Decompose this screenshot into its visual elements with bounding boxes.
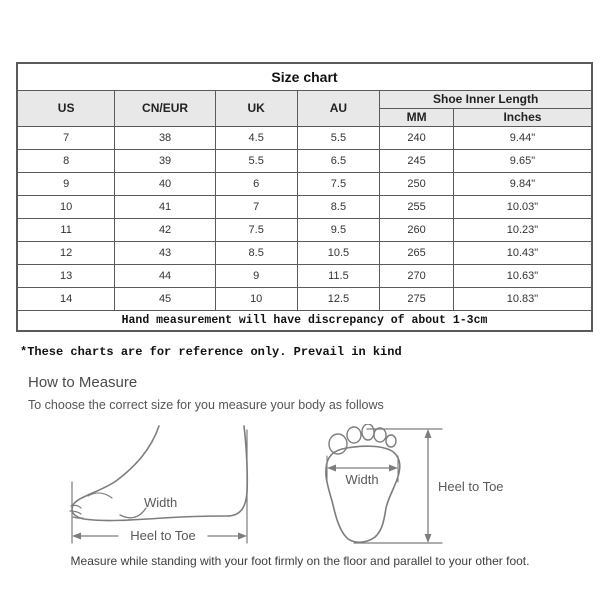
size-cell: 14 <box>17 287 115 310</box>
size-cell: 40 <box>115 172 216 195</box>
size-chart-footnote: Hand measurement will have discrepancy of about 1-3cm <box>17 310 592 331</box>
size-cell: 6 <box>215 172 297 195</box>
size-cell: 44 <box>115 264 216 287</box>
size-cell: 12 <box>17 241 115 264</box>
column-header-us: US <box>17 90 115 126</box>
size-cell: 38 <box>115 126 216 149</box>
size-chart-title: Size chart <box>17 63 592 90</box>
size-cell: 5.5 <box>215 149 297 172</box>
size-cell: 4.5 <box>215 126 297 149</box>
foot-side-view-icon <box>58 424 270 549</box>
size-cell: 39 <box>115 149 216 172</box>
size-cell: 8 <box>17 149 115 172</box>
size-cell: 240 <box>380 126 454 149</box>
foot-top-view-icon <box>312 424 507 549</box>
size-cell: 9 <box>215 264 297 287</box>
size-cell: 11 <box>17 218 115 241</box>
column-header-inner-length: Shoe Inner Length <box>380 90 592 108</box>
size-cell: 10 <box>17 195 115 218</box>
size-cell: 270 <box>380 264 454 287</box>
size-cell: 11.5 <box>297 264 380 287</box>
size-cell: 7 <box>17 126 115 149</box>
size-cell: 9.84" <box>453 172 592 195</box>
size-cell: 255 <box>380 195 454 218</box>
size-chart-table <box>16 62 593 332</box>
size-cell: 9.5 <box>297 218 380 241</box>
size-cell: 275 <box>380 287 454 310</box>
size-cell: 45 <box>115 287 216 310</box>
size-cell: 42 <box>115 218 216 241</box>
reference-note: *These charts are for reference only. Prevail in kind <box>20 345 402 359</box>
size-cell: 10.63" <box>453 264 592 287</box>
table-row <box>17 218 592 241</box>
size-cell: 9.65" <box>453 149 592 172</box>
heel-to-toe-label: Heel to Toe <box>438 479 504 494</box>
size-cell: 9 <box>17 172 115 195</box>
table-row <box>17 126 592 149</box>
column-header-au: AU <box>297 90 380 126</box>
size-cell: 7 <box>215 195 297 218</box>
size-cell: 260 <box>380 218 454 241</box>
size-cell: 245 <box>380 149 454 172</box>
table-row <box>17 241 592 264</box>
size-cell: 41 <box>115 195 216 218</box>
size-cell: 6.5 <box>297 149 380 172</box>
size-cell: 10.03" <box>453 195 592 218</box>
size-cell: 8.5 <box>297 195 380 218</box>
size-cell: 10.83" <box>453 287 592 310</box>
table-row <box>17 149 592 172</box>
width-label: Width <box>144 495 178 510</box>
size-cell: 9.44" <box>453 126 592 149</box>
heel-to-toe-label: Heel to Toe <box>130 528 196 543</box>
size-cell: 43 <box>115 241 216 264</box>
size-cell: 10 <box>215 287 297 310</box>
size-cell: 13 <box>17 264 115 287</box>
size-cell: 5.5 <box>297 126 380 149</box>
table-row <box>17 287 592 310</box>
foot-side-view-diagram <box>58 424 270 549</box>
size-cell: 10.43" <box>453 241 592 264</box>
size-cell: 7.5 <box>215 218 297 241</box>
column-header-mm: MM <box>380 108 454 126</box>
measure-diagrams <box>58 424 600 549</box>
size-cell: 8.5 <box>215 241 297 264</box>
size-cell: 10.5 <box>297 241 380 264</box>
size-cell: 265 <box>380 241 454 264</box>
size-cell: 12.5 <box>297 287 380 310</box>
table-title-row <box>17 63 592 90</box>
table-footnote-row <box>17 310 592 331</box>
column-header-inches: Inches <box>453 108 592 126</box>
size-cell: 10.23" <box>453 218 592 241</box>
table-header-row <box>17 90 592 108</box>
width-label: Width <box>345 472 379 487</box>
size-cell: 250 <box>380 172 454 195</box>
size-cell: 7.5 <box>297 172 380 195</box>
measure-caption: Measure while standing with your foot firmly on the floor and parallel to your other foot. <box>70 554 530 568</box>
table-row <box>17 195 592 218</box>
column-header-cneur: CN/EUR <box>115 90 216 126</box>
size-chart-body <box>17 126 592 310</box>
how-to-measure-subheading: To choose the correct size for you measure your body as follows <box>28 398 384 412</box>
table-row <box>17 172 592 195</box>
foot-top-view-diagram <box>312 424 507 549</box>
column-header-uk: UK <box>215 90 297 126</box>
how-to-measure-heading: How to Measure <box>28 374 138 391</box>
table-row <box>17 264 592 287</box>
